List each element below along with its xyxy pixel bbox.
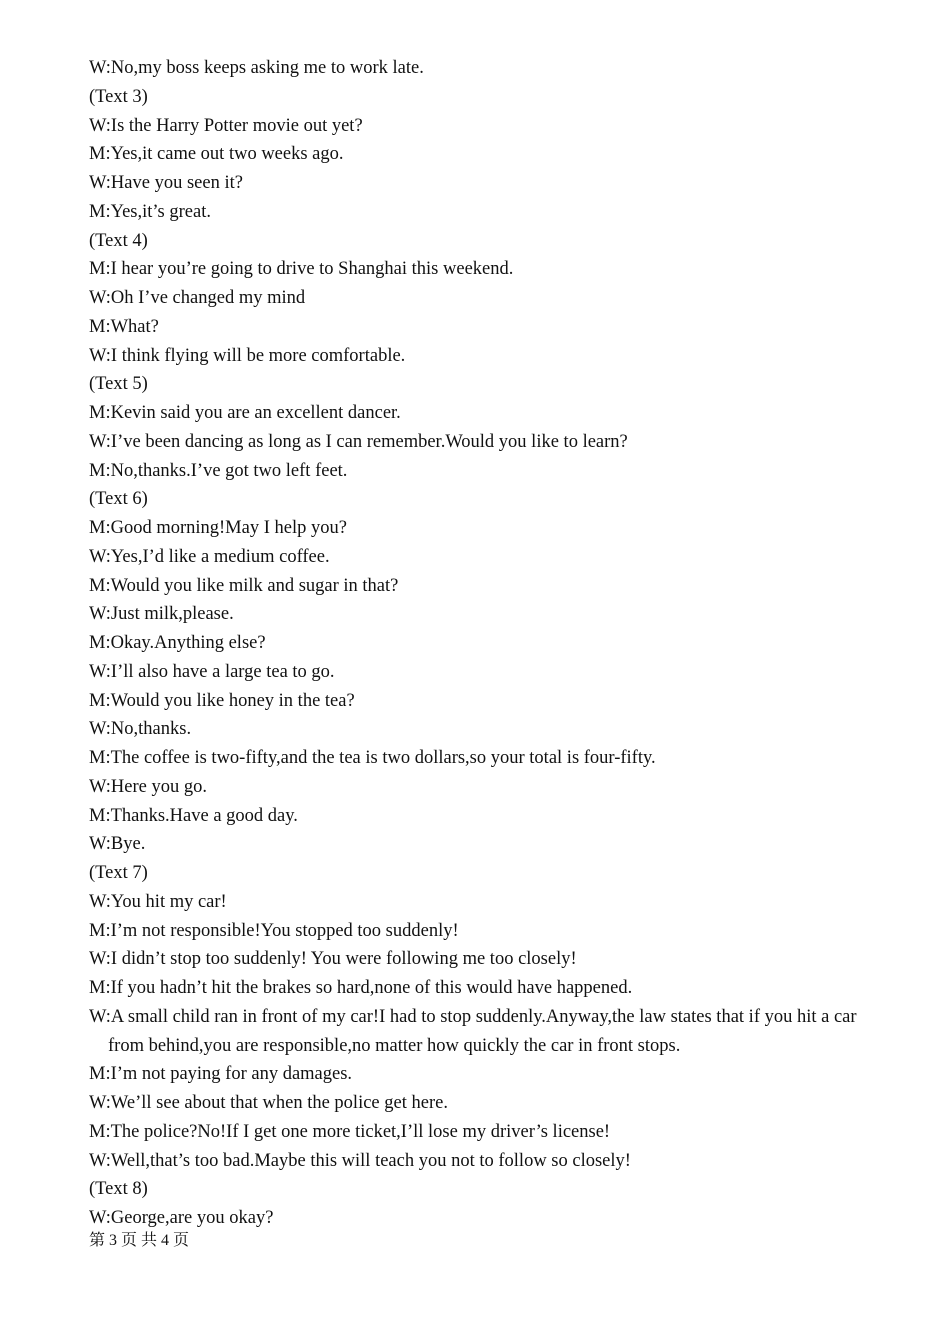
- transcript-line: W:Just milk,please.: [89, 604, 234, 625]
- transcript-line: W:I didn’t stop too suddenly! You were following me too closely!: [89, 949, 577, 970]
- transcript-line: M:The coffee is two-fifty,and the tea is two dollars,so your total is four-fifty.: [89, 748, 656, 768]
- transcript-line: M:Would you like milk and sugar in that?: [89, 575, 399, 596]
- transcript-line: W:No,thanks.: [89, 719, 192, 740]
- transcript-line: W:A small child ran in front of my car!I had to stop suddenly.Anyway,the law states that if you hit a car from behind,you are responsible,no matter how quickly the car in front stops.: [89, 1006, 857, 1056]
- transcript-line: W:George,are you okay?: [89, 1208, 274, 1228]
- transcript-line: M:Kevin said you are an excellent dancer.: [89, 403, 401, 423]
- transcript-line: M:Yes,it’s great.: [89, 201, 211, 222]
- section-heading: (Text 6): [89, 489, 148, 510]
- transcript-line: M:If you hadn’t hit the brakes so hard,none of this would have happened.: [89, 978, 633, 998]
- transcript-line: M:The police?No!If I get one more ticket,I’ll lose my driver’s license!: [89, 1121, 611, 1142]
- transcript-line: W:I’ve been dancing as long as I can remember.Would you like to learn?: [89, 431, 628, 452]
- transcript-line: W:Oh I’ve changed my mind: [89, 288, 306, 308]
- transcript-line: W:I’ll also have a large tea to go.: [89, 661, 335, 682]
- transcript-line: W:Bye.: [89, 834, 146, 855]
- transcript-line: W:Here you go.: [89, 776, 207, 797]
- transcript-line: W:You hit my car!: [89, 891, 227, 912]
- transcript-line: W:No,my boss keeps asking me to work late.: [89, 58, 424, 78]
- transcript-line: W:Have you seen it?: [89, 173, 243, 193]
- transcript-body: [89, 54, 869, 1233]
- transcript-line: M:Would you like honey in the tea?: [89, 690, 355, 711]
- transcript-line: W:Yes,I’d like a medium coffee.: [89, 546, 330, 567]
- transcript-line: M:Thanks.Have a good day.: [89, 805, 298, 826]
- transcript-line: W:Is the Harry Potter movie out yet?: [89, 115, 363, 136]
- transcript-line: M:No,thanks.I’ve got two left feet.: [89, 460, 348, 481]
- page-footer: 第 3 页 共 4 页: [89, 1232, 190, 1249]
- transcript-line: M:I’m not responsible!You stopped too suddenly!: [89, 920, 459, 941]
- transcript-line: M:Okay.Anything else?: [89, 633, 266, 653]
- transcript-line: W:Well,that’s too bad.Maybe this will teach you not to follow so closely!: [89, 1150, 631, 1171]
- transcript-line: W:I think flying will be more comfortable.: [89, 345, 406, 366]
- section-heading: (Text 8): [89, 1179, 148, 1200]
- section-heading: (Text 3): [89, 86, 148, 107]
- transcript-line: M:I’m not paying for any damages.: [89, 1064, 353, 1085]
- section-heading: (Text 7): [89, 863, 148, 883]
- transcript-line: M:Good morning!May I help you?: [89, 518, 347, 538]
- section-heading: (Text 5): [89, 374, 148, 395]
- section-heading: (Text 4): [89, 230, 148, 251]
- transcript-line: M:I hear you’re going to drive to Shanghai this weekend.: [89, 259, 514, 280]
- transcript-line: M:What?: [89, 316, 159, 337]
- transcript-line: M:Yes,it came out two weeks ago.: [89, 144, 344, 165]
- transcript-line: W:We’ll see about that when the police get here.: [89, 1093, 448, 1113]
